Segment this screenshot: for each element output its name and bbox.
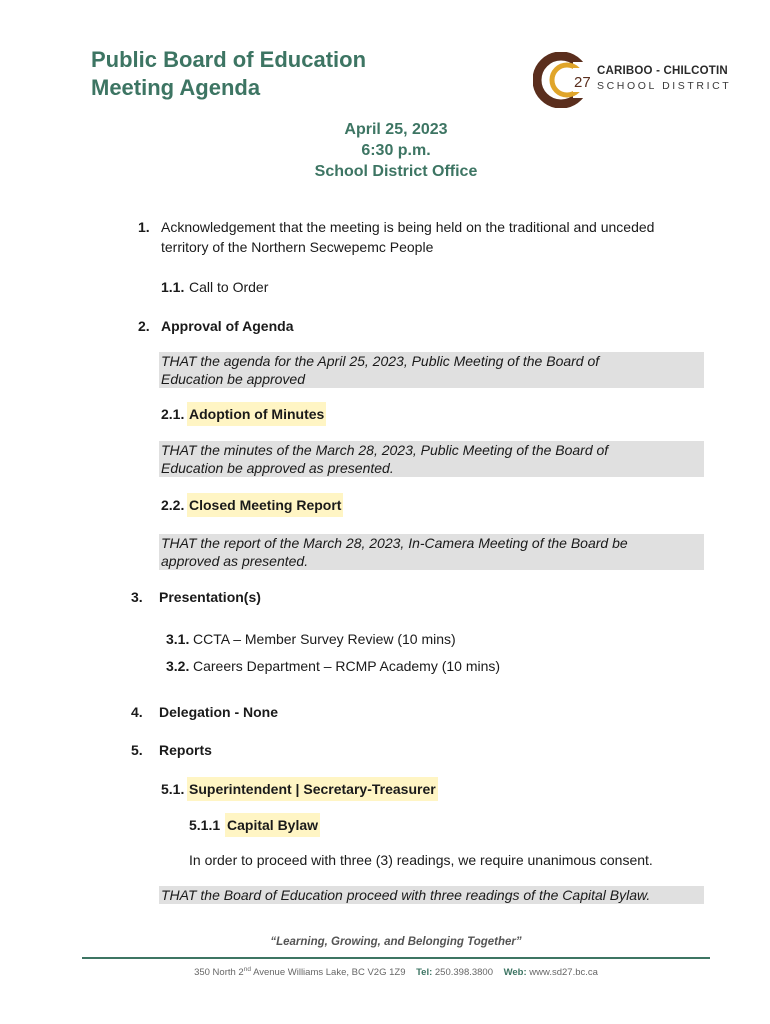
meeting-time: 6:30 p.m.	[361, 142, 431, 159]
item-5-number: 5.	[131, 742, 143, 758]
motion-closed-report	[159, 534, 704, 570]
item-3-1-label: CCTA – Member Survey Review (10 mins)	[193, 631, 456, 647]
meeting-date: April 25, 2023	[344, 121, 448, 138]
address-ordinal: nd	[243, 966, 251, 973]
motion-line: THAT the report of the March 28, 2023, In-Camera Meeting of the Board be	[161, 535, 628, 551]
footer-tagline: “Learning, Growing, and Belonging Together”	[270, 936, 522, 948]
motion-line: Education be approved	[161, 371, 305, 387]
title-line-1: Public Board of Education	[91, 47, 367, 72]
item-5-1-1-label: Capital Bylaw	[225, 813, 320, 837]
footer-divider	[82, 957, 710, 959]
logo-emblem-icon	[533, 52, 593, 108]
item-4-number: 4.	[131, 704, 143, 720]
item-2-label: Approval of Agenda	[161, 318, 294, 334]
tel-label: Tel:	[416, 967, 433, 979]
item-2-number: 2.	[138, 318, 150, 334]
motion-line: THAT the agenda for the April 25, 2023, Public Meeting of the Board of	[161, 353, 600, 369]
footer-address	[0, 966, 770, 978]
item-1-1-number: 1.1.	[161, 279, 185, 295]
logo-line-2: SCHOOL DISTRICT	[597, 80, 732, 92]
motion-approve-agenda	[159, 352, 704, 388]
logo-number: 27	[574, 74, 591, 91]
motion-capital-bylaw	[159, 886, 704, 904]
item-1-line-2: territory of the Northern Secwepemc People	[161, 239, 434, 255]
item-1-number: 1.	[138, 219, 150, 235]
motion-line: Education be approved as presented.	[161, 460, 394, 476]
item-3-number: 3.	[131, 589, 143, 605]
tel-number: 250.398.3800	[434, 967, 494, 979]
item-1-line-1: Acknowledgement that the meeting is being held on the traditional and unceded	[161, 219, 655, 235]
title-line-2: Meeting Agenda	[91, 75, 261, 100]
address-start: 350 North 2	[194, 967, 244, 979]
motion-line: THAT the Board of Education proceed with three readings of the Capital Bylaw.	[161, 887, 651, 903]
item-5-1-label: Superintendent | Secretary-Treasurer	[187, 777, 438, 801]
consent-note: In order to proceed with three (3) readings, we require unanimous consent.	[189, 852, 653, 868]
motion-line: approved as presented.	[161, 553, 309, 569]
item-5-1-number: 5.1.	[161, 781, 185, 797]
web-label: Web:	[503, 967, 527, 979]
meeting-location: School District Office	[314, 163, 478, 180]
item-4-label: Delegation - None	[159, 704, 279, 720]
motion-adopt-minutes	[159, 441, 704, 477]
item-2-2-number: 2.2.	[161, 497, 185, 513]
motion-line: THAT the minutes of the March 28, 2023, Public Meeting of the Board of	[161, 442, 609, 458]
logo-line-1: CARIBOO - CHILCOTIN	[597, 65, 728, 77]
page-title	[91, 46, 366, 102]
web-link[interactable]: www.sd27.bc.ca	[529, 967, 598, 979]
item-5-label: Reports	[159, 742, 212, 758]
item-2-2-label: Closed Meeting Report	[187, 493, 343, 517]
item-2-1-label: Adoption of Minutes	[187, 402, 326, 426]
item-2-1-number: 2.1.	[161, 406, 185, 422]
item-3-2-number: 3.2.	[166, 658, 190, 674]
address-rest: Avenue Williams Lake, BC V2G 1Z9	[250, 967, 406, 979]
item-3-1-number: 3.1.	[166, 631, 190, 647]
item-3-label: Presentation(s)	[159, 589, 261, 605]
item-1-1-label: Call to Order	[189, 279, 269, 295]
item-3-2-label: Careers Department – RCMP Academy (10 mins)	[193, 658, 501, 674]
item-5-1-1-number: 5.1.1	[189, 817, 221, 833]
